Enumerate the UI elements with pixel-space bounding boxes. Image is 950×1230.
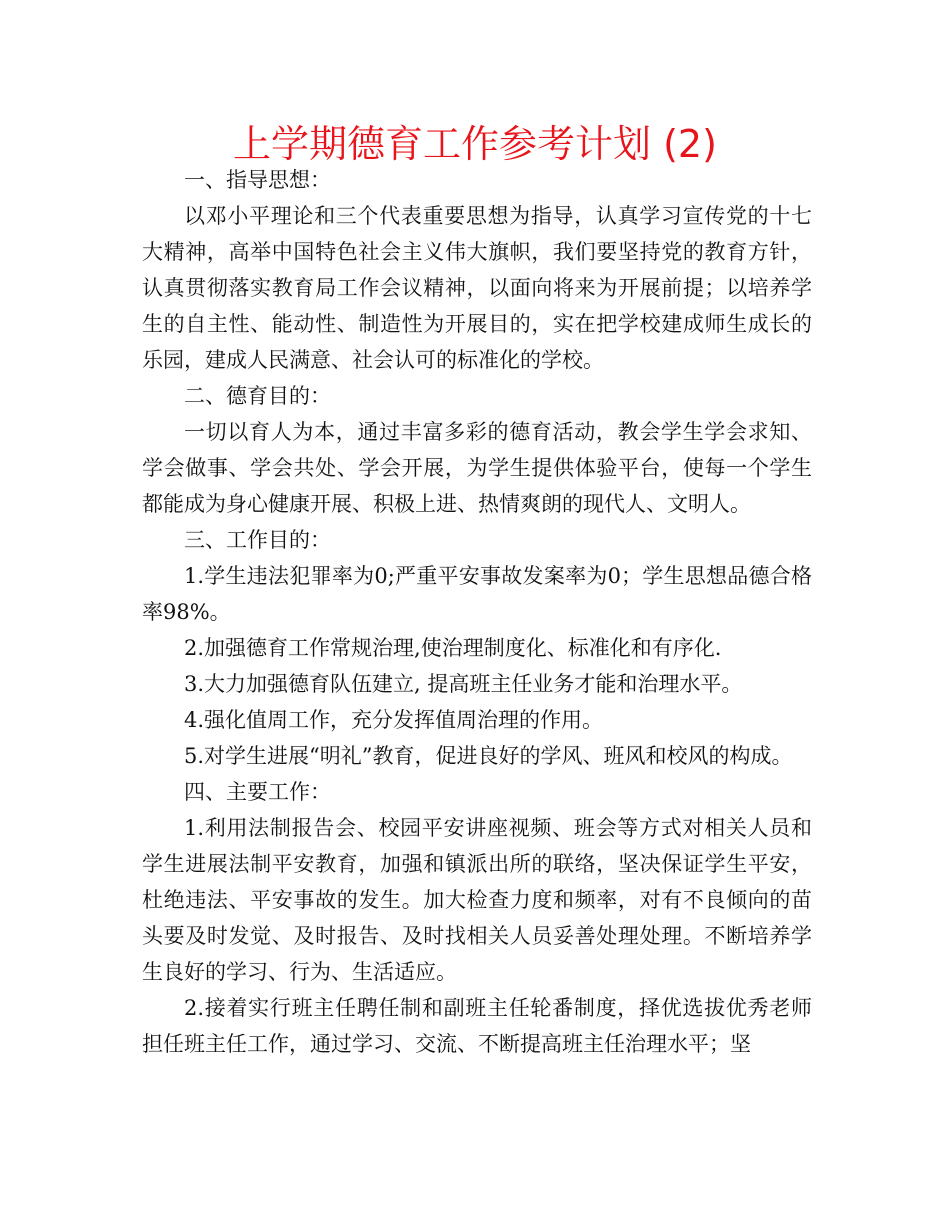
document-title: 上学期德育工作参考计划 (2) [233, 122, 717, 166]
main-work-item-2: 2.接着实行班主任聘任制和副班主任轮番制度，择优选拔优秀老师担任班主任工作，通过学习、交流、不断提高班主任治理水平；坚 [142, 996, 812, 1056]
work-goal-item-4: 4.强化值周工作，充分发挥值周治理的作用。 [184, 708, 604, 732]
section-heading-moral-goal: 二、德育目的： [184, 384, 331, 408]
document-body [142, 162, 812, 1062]
section-heading-main-work: 四、主要工作： [184, 780, 331, 804]
work-goal-item-5: 5.对学生进展“明礼”教育，促进良好的学风、班风和校风的构成。 [184, 744, 793, 768]
section-heading-work-goal: 三、工作目的： [184, 528, 331, 552]
section-heading-guiding-thought: 一、指导思想： [184, 168, 331, 192]
main-work-item-1: 1.利用法制报告会、校园平安讲座视频、班会等方式对相关人员和学生进展法制平安教育，加强和镇派出所的联络，坚决保证学生平安，杜绝违法、平安事故的发生。加大检查力度和频率，对有不良倾向的苗头要及时发觉、及时报告、及时找相关人员妥善处理处理。不断培养学生良好的学习、行为、生活适应。 [142, 816, 812, 984]
work-goal-item-1: 1.学生违法犯罪率为0;严重平安事故发案率为0；学生思想品德合格率98%。 [142, 564, 812, 624]
work-goal-item-3: 3.大力加强德育队伍建立, 提高班主任业务才能和治理水平。 [184, 672, 743, 696]
paragraph-moral-goal: 一切以育人为本，通过丰富多彩的德育活动，教会学生学会求知、学会做事、学会共处、学会开展，为学生提供体验平台，使每一个学生都能成为身心健康开展、积极上进、热情爽朗的现代人、文明人。 [142, 420, 812, 516]
work-goal-item-2: 2.加强德育工作常规治理,使治理制度化、标准化和有序化. [184, 636, 722, 660]
paragraph-guiding-thought: 以邓小平理论和三个代表重要思想为指导，认真学习宣传党的十七大精神，高举中国特色社会主义伟大旗帜，我们要坚持党的教育方针，认真贯彻落实教育局工作会议精神，以面向将来为开展前提；以培养学生的自主性、能动性、制造性为开展目的，实在把学校建成师生成长的乐园，建成人民满意、社会认可的标准化的学校。 [142, 204, 812, 372]
